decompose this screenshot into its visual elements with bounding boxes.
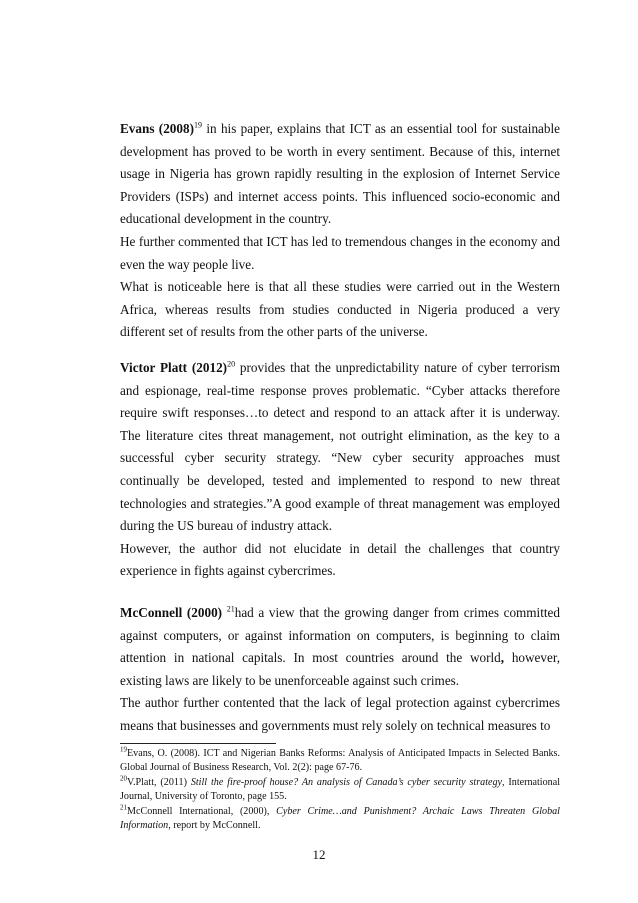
platt-paragraph-1 <box>120 357 560 538</box>
footnote-title-italic: Cyber Crime…and Punishment? Archaic Laws Threaten Global Information <box>120 806 560 832</box>
platt-paragraph-1-text: provides that the unpredictability nature of cyber terrorism and espionage, real-time response proves problematic. “Cyber attacks therefore require swift responses…to detect and respond to an attack after it is underway. The literature cites threat management, not outright elimination, as the key to a successful cyber security strategy. “New cyber security approaches must continually be developed, tested and implemented to respond to new threat technologies and strategies.”A good example of threat management was employed during the US bureau of industry attack. <box>120 360 561 534</box>
mcconnell-author-citation: McConnell (2000) <box>120 605 223 620</box>
mcconnell-paragraph-1-text-after: however, existing laws are likely to be unenforceable against such crimes. <box>120 650 560 688</box>
platt-section <box>120 357 560 583</box>
footnote-separator <box>120 743 276 744</box>
mcconnell-bold-comma: , <box>500 650 505 666</box>
platt-author-citation: Victor Platt (2012) <box>120 360 228 375</box>
footnote-21 <box>120 805 560 833</box>
evans-paragraph-3: What is noticeable here is that all these studies were carried out in the Western Africa, whereas results from studies conducted in Nigeria produced a very different set of results from the other parts of the universe. <box>120 279 560 340</box>
footnote-text: Evans, O. (2008). ICT and Nigerian Banks Reforms: Analysis of Anticipated Impacts in Selected Banks. Global Journal of Business Research, Vol. 2(2): page 67-76. <box>120 748 560 774</box>
footnote-reference-21[interactable]: 21 <box>226 604 235 614</box>
footnote-19 <box>120 747 560 775</box>
footnote-number: 20 <box>120 774 127 783</box>
footnote-text-before: McConnell International, (2000), <box>127 806 277 818</box>
footnote-text-before: V.Platt, (2011) <box>127 777 191 789</box>
footnote-number: 21 <box>120 804 127 813</box>
mcconnell-paragraph-1 <box>120 602 560 692</box>
evans-paragraph-2: He further commented that ICT has led to tremendous changes in the economy and even the way people live. <box>120 233 560 272</box>
evans-paragraph-1-text: in his paper, explains that ICT as an essential tool for sustainable development has proved to be worth in every sentiment. Because of this, internet usage in Nigeria has grown rapidly resulting in the explosion of Internet Service Providers (ISPs) and internet access points. This influenced socio-economic and educational development in the country. <box>120 121 561 227</box>
mcconnell-section <box>120 602 560 738</box>
evans-author-citation: Evans (2008) <box>120 121 194 136</box>
platt-paragraph-2: However, the author did not elucidate in detail the challenges that country experience in fights against cybercrimes. <box>120 540 560 579</box>
footnotes <box>120 747 560 835</box>
mcconnell-paragraph-1-text-before: had a view that the growing danger from crimes committed against computers, or against information on computers, is beginning to claim attention in national capitals. In most countries around the world <box>120 605 560 666</box>
mcconnell-paragraph-2: The author further contented that the lack of legal protection against cybercrimes means that businesses and governments must rely solely on technical measures to <box>120 695 560 733</box>
footnote-text-after: , report by McConnell. <box>168 820 261 832</box>
evans-section <box>120 118 560 344</box>
footnote-reference-20[interactable]: 20 <box>227 359 236 369</box>
footnote-20 <box>120 776 560 804</box>
footnote-reference-19[interactable]: 19 <box>193 120 202 130</box>
footnote-text-after: , International Journal, University of Toronto, page 155. <box>120 777 560 803</box>
footnote-number: 19 <box>120 745 127 754</box>
page-number: 12 <box>312 847 326 862</box>
footnote-title-italic: Still the fire-proof house? An analysis of Canada’s cyber security strategy <box>190 777 503 789</box>
evans-paragraph-1 <box>120 118 560 231</box>
